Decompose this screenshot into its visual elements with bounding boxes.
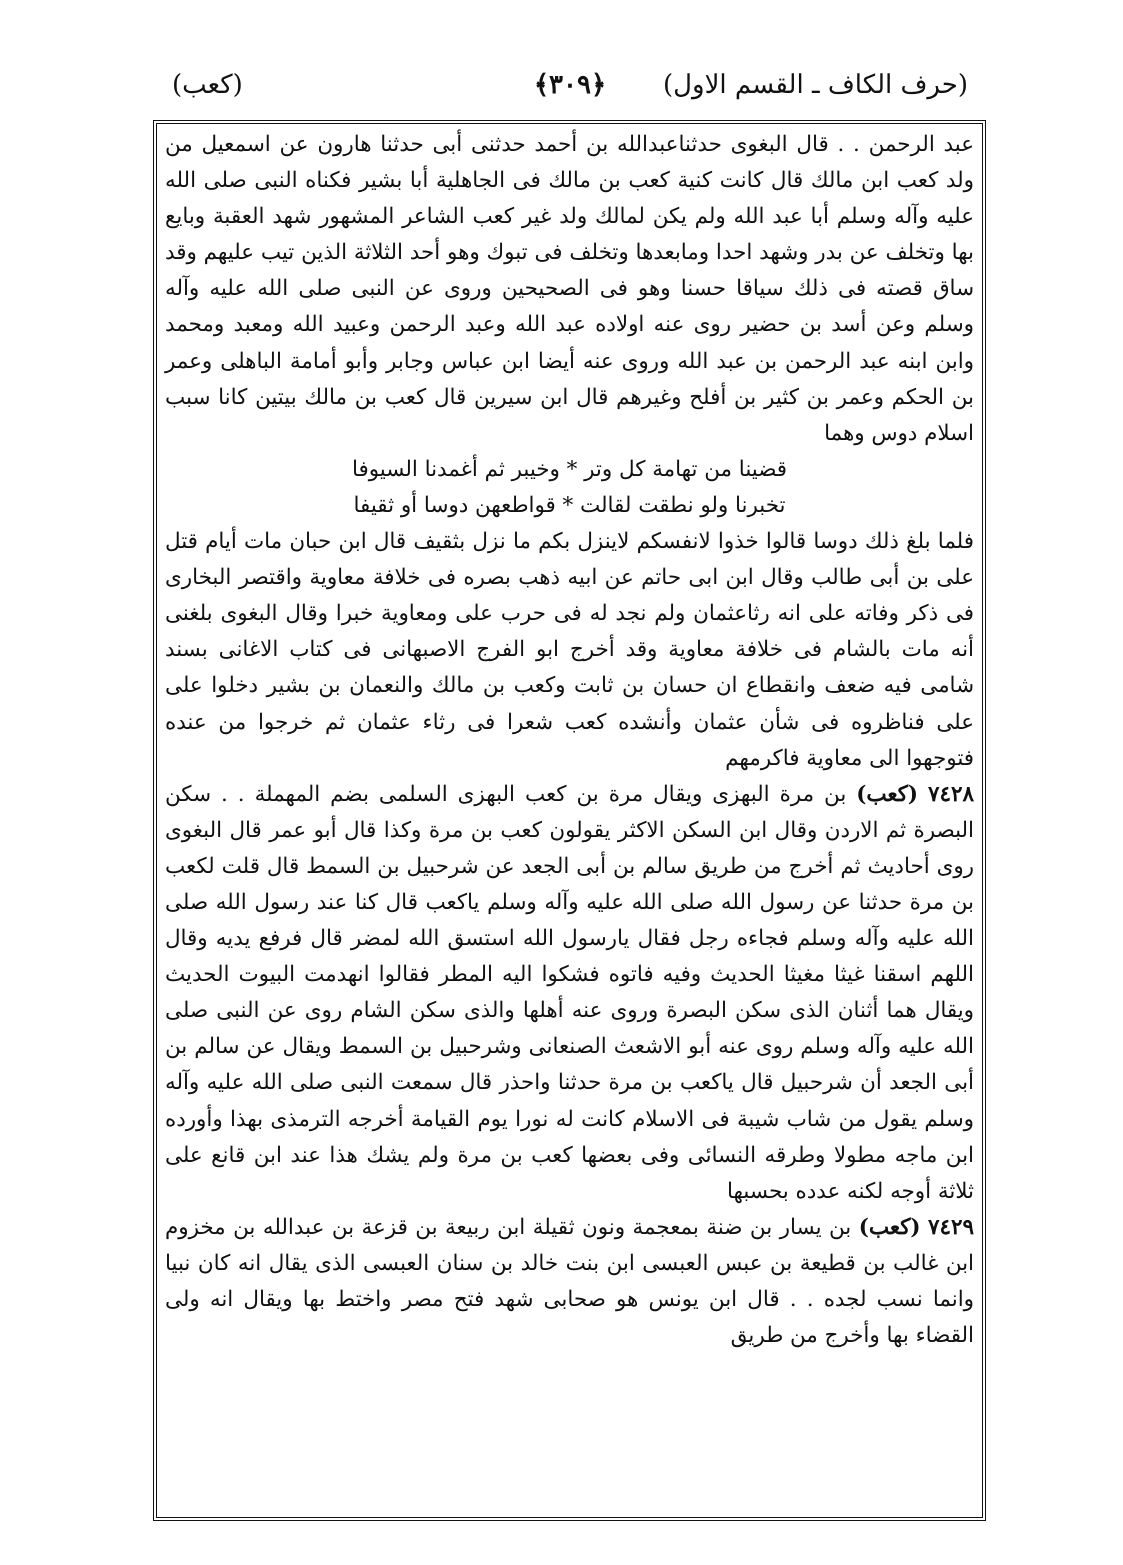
paragraph-text: بن يسار بن ضنة بمعجمة ونون ثقيلة ابن ربيعة بن قزعة بن عبدالله بن مخزوم ابن غالب بن قطيعة بن عبس العبسى ابن بنت خالد بن سنان العبسى الذى يقال انه كان نبيا وانما نسب لجده . . قال ابن يونس هو صحابى شهد فتح مصر واختط بها ويقال انه ولى القضاء بها وأخرج من طريق <box>165 1214 974 1349</box>
body-paragraph <box>165 127 974 452</box>
entry-word: (كعب) <box>172 70 243 100</box>
entry-number: ٧٤٢٨ <box>928 781 974 807</box>
page-number: ﴿٣٠٩﴾ <box>533 70 607 100</box>
entry-number: ٧٤٢٩ <box>928 1214 974 1240</box>
entry-name: (كعب) <box>856 781 919 807</box>
verse-text: تخبرنا ولو نطقت لقالت * قواطعهن دوسا أو ثقيفا <box>353 492 786 518</box>
paragraph-text: عبد الرحمن . . قال البغوى حدثناعبدالله بن أحمد حدثنى أبى حدثنا هارون عن اسمعيل من ولد كعب ابن مالك قال كانت كنية كعب بن مالك فى الجاهلية أبا بشير فكناه النبى صلى الله عليه وآله وسلم أبا عبد الله ولم يكن لمالك ولد غير كعب الشاعر المشهور شهد العقبة وبايع بها وتخلف عن بدر وشهد احدا ومابعدها وتخلف فى تبوك وهو أحد الثلاثة الذين تيب عليهم وقد ساق قصته فى ذلك سياقا حسنا وهو فى الصحيحين وروى عن النبى صلى الله عليه وآله وسلم وعن أسد بن حضير روى عنه اولاده عبد الله وعبد الرحمن وعبيد الله ومعبد ومحمد وابن ابنه عبد الرحمن بن عبد الله وروى عنه أيضا ابن عباس وجابر وأبو أمامة الباهلى وعمر بن الحكم وعمر بن كثير بن أفلح وغيرهم قال ابن سيرين قال كعب بن مالك بيتين كانا سبب اسلام دوس وهما <box>165 132 974 446</box>
verse-line <box>165 452 974 488</box>
body-paragraph <box>165 524 974 777</box>
biography-entry <box>165 1210 974 1354</box>
biography-entry <box>165 777 974 1210</box>
page-header <box>172 70 968 110</box>
document-body <box>165 127 974 1517</box>
entry-name: (كعب) <box>858 1214 921 1240</box>
verse-line <box>165 488 974 524</box>
section-title: (حرف الكاف ـ القسم الاول) <box>662 70 968 100</box>
verse-text: قضينا من تهامة كل وتر * وخيبر ثم أغمدنا السيوفا <box>352 456 787 482</box>
paragraph-text: بن مرة البهزى ويقال مرة بن كعب البهزى السلمى بضم المهملة . . سكن البصرة ثم الاردن وقال ابن السكن الاكثر يقولون كعب بن مرة وكذا قال أبو عمر قال البغوى روى أحاديث ثم أخرج من طريق سالم بن أبى الجعد عن شرحبيل بن السمط قال قلت لكعب بن مرة حدثنا عن رسول الله صلى الله عليه وآله وسلم ياكعب قال كنا عند رسول الله صلى الله عليه وآله وسلم فجاءه رجل فقال يارسول الله استسق الله لمضر قال فرفع يديه وقال اللهم اسقنا غيثا مغيثا الحديث وفيه فاتوه فشكوا اليه المطر فقالوا انهدمت البيوت الحديث ويقال هما أثنان الذى سكن البصرة وروى عنه أهلها والذى سكن الشام روى عن النبى صلى الله عليه وآله وسلم روى عنه أبو الاشعث الصنعانى وشرحبيل بن السمط ويقال عن سالم بن أبى الجعد أن شرحبيل قال ياكعب بن مرة حدثنا واحذر قال سمعت النبى صلى الله عليه وآله وسلم يقول من شاب شيبة فى الاسلام كانت له نورا يوم القيامة أخرجه الترمذى بهذا وأورده ابن ماجه مطولا وطرقه النسائى وفى بعضها كعب بن مرة ولم يشك هذا عند ابن قانع على ثلاثة أوجه لكنه عدده بحسبها <box>165 781 974 1204</box>
paragraph-text: فلما بلغ ذلك دوسا قالوا خذوا لانفسكم لاينزل بكم ما نزل بثقيف قال ابن حبان مات أيام قتل على بن أبى طالب وقال ابن ابى حاتم عن ابيه ذهب بصره فى خلافة معاوية واقتصر البخارى فى ذكر وفاته على انه رثاعثمان ولم نجد له فى حرب على ومعاوية خبرا وقال البغوى بلغنى أنه مات بالشام فى خلافة معاوية وقد أخرج ابو الفرج الاصبهانى فى كتاب الاغانى بسند شامى فيه ضعف وانقطاع ان حسان بن ثابت وكعب بن مالك والنعمان بن بشير دخلوا على على فناظروه فى شأن عثمان وأنشده كعب شعرا فى رثاء عثمان ثم خرجوا من عنده فتوجهوا الى معاوية فاكرمهم <box>165 529 974 771</box>
